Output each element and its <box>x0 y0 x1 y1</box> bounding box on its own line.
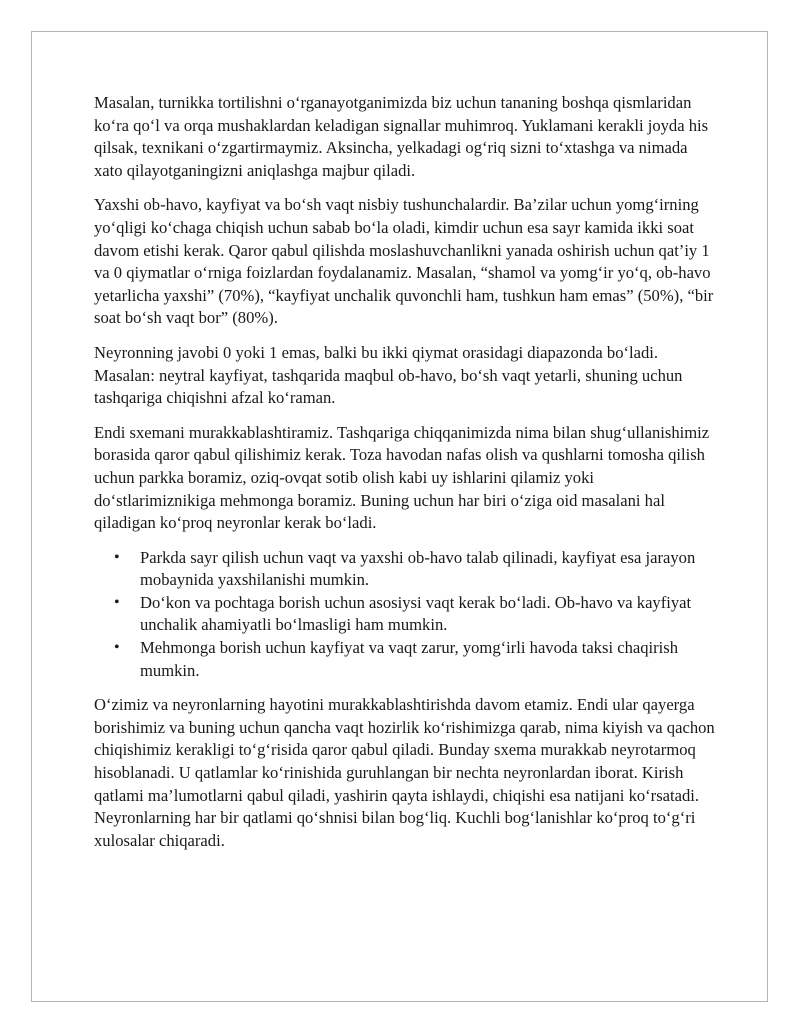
paragraph-neural-network: O‘zimiz va neyronlarning hayotini murakkablashtirishda davom etamiz. Endi ular qayerga borishimiz va buning uchun qancha vaqt hozirlik ko‘rishimizga qarab, nima kiyish va qachon chiqishimiz kerakligi to‘g‘risida qaror qabul qiladi. Bunday sxema murakkab neyrotarmoq hisoblanadi. U qatlamlar ko‘rinishida guruhlangan bir nechta neyronlardan iborat. Kirish qatlami ma’lumotlarni qabul qiladi, yashirin qayta ishlaydi, chiqishi esa natijani ko‘rsatadi. Neyronlarning har bir qatlami qo‘shnisi bilan bog‘liq. Kuchli bog‘lanishlar ko‘proq to‘g‘ri xulosalar chiqaradi. <box>94 695 715 850</box>
paragraph-complex-scheme: Endi sxemani murakkablashtiramiz. Tashqariga chiqqanimizda nima bilan shug‘ullanishimiz borasida qaror qabul qilishimiz kerak. Toza havodan nafas olish va qushlarni tomosha qilish uchun parkka boramiz, oziq-ovqat sotib olish kabi uy ishlarini qilamiz yoki do‘stlarimiznikiga mehmonga boramiz. Buning uchun har biri o‘ziga oid masalani hal qiladigan ko‘proq neyronlar kerak bo‘ladi. <box>94 422 710 533</box>
paragraph-neuron-response: Neyronning javobi 0 yoki 1 emas, balki bu ikki qiymat orasidagi diapazonda bo‘ladi. Masalan: neytral kayfiyat, tashqarida maqbul ob-havo, bo‘sh vaqt yetarli, shuning uchun tashqariga chiqishni afzal ko‘raman. <box>94 342 683 408</box>
document-body <box>94 92 719 864</box>
paragraph-pullups: Masalan, turnikka tortilishni o‘rganayotganimizda biz uchun tananing boshqa qismlaridan ko‘ra qo‘l va orqa mushaklardan keladigan signallar muhimroq. Yuklamani kerakli joyda his qilsak, texnikani o‘zgartirmaymiz. Aksincha, yelkadagi og‘riq sizni to‘xtashga va nimada xato qilayotganingizni aniqlashga majbur qiladi. <box>94 93 709 180</box>
bullet-item-visit: • Mehmonga borish uchun kayfiyat va vaqt zarur, yomg‘irli havoda taksi chaqirish mumkin. <box>140 637 719 682</box>
bullet-item-park: • Parkda sayr qilish uchun vaqt va yaxshi ob-havo talab qilinadi, kayfiyat esa jarayon mobaynida yaxshilanishi mumkin. <box>140 547 719 592</box>
bullet-item-shop: • Do‘kon va pochtaga borish uchun asosiysi vaqt kerak bo‘ladi. Ob-havo va kayfiyat unchalik ahamiyatli bo‘lmasligi ham mumkin. <box>140 592 719 637</box>
paragraph-weather-mood: Yaxshi ob-havo, kayfiyat va bo‘sh vaqt nisbiy tushunchalardir. Ba’zilar uchun yomg‘irning yo‘qligi ko‘chaga chiqish uchun sabab bo‘la oladi, kimdir uchun esa sayr kamida ikki soat davom etishi kerak. Qaror qabul qilishda moslashuvchanlikni yanada oshirish uchun qat’iy 1 va 0 qiymatlar o‘rniga foizlardan foydalanamiz. Masalan, “shamol va yomg‘ir yo‘q, ob-havo yetarlicha yaxshi” (70%), “kayfiyat unchalik quvonchli ham, tushkun ham emas” (50%), “bir soat bo‘sh vaqt bor” (80%). <box>94 195 714 328</box>
bullet-list <box>94 547 719 683</box>
